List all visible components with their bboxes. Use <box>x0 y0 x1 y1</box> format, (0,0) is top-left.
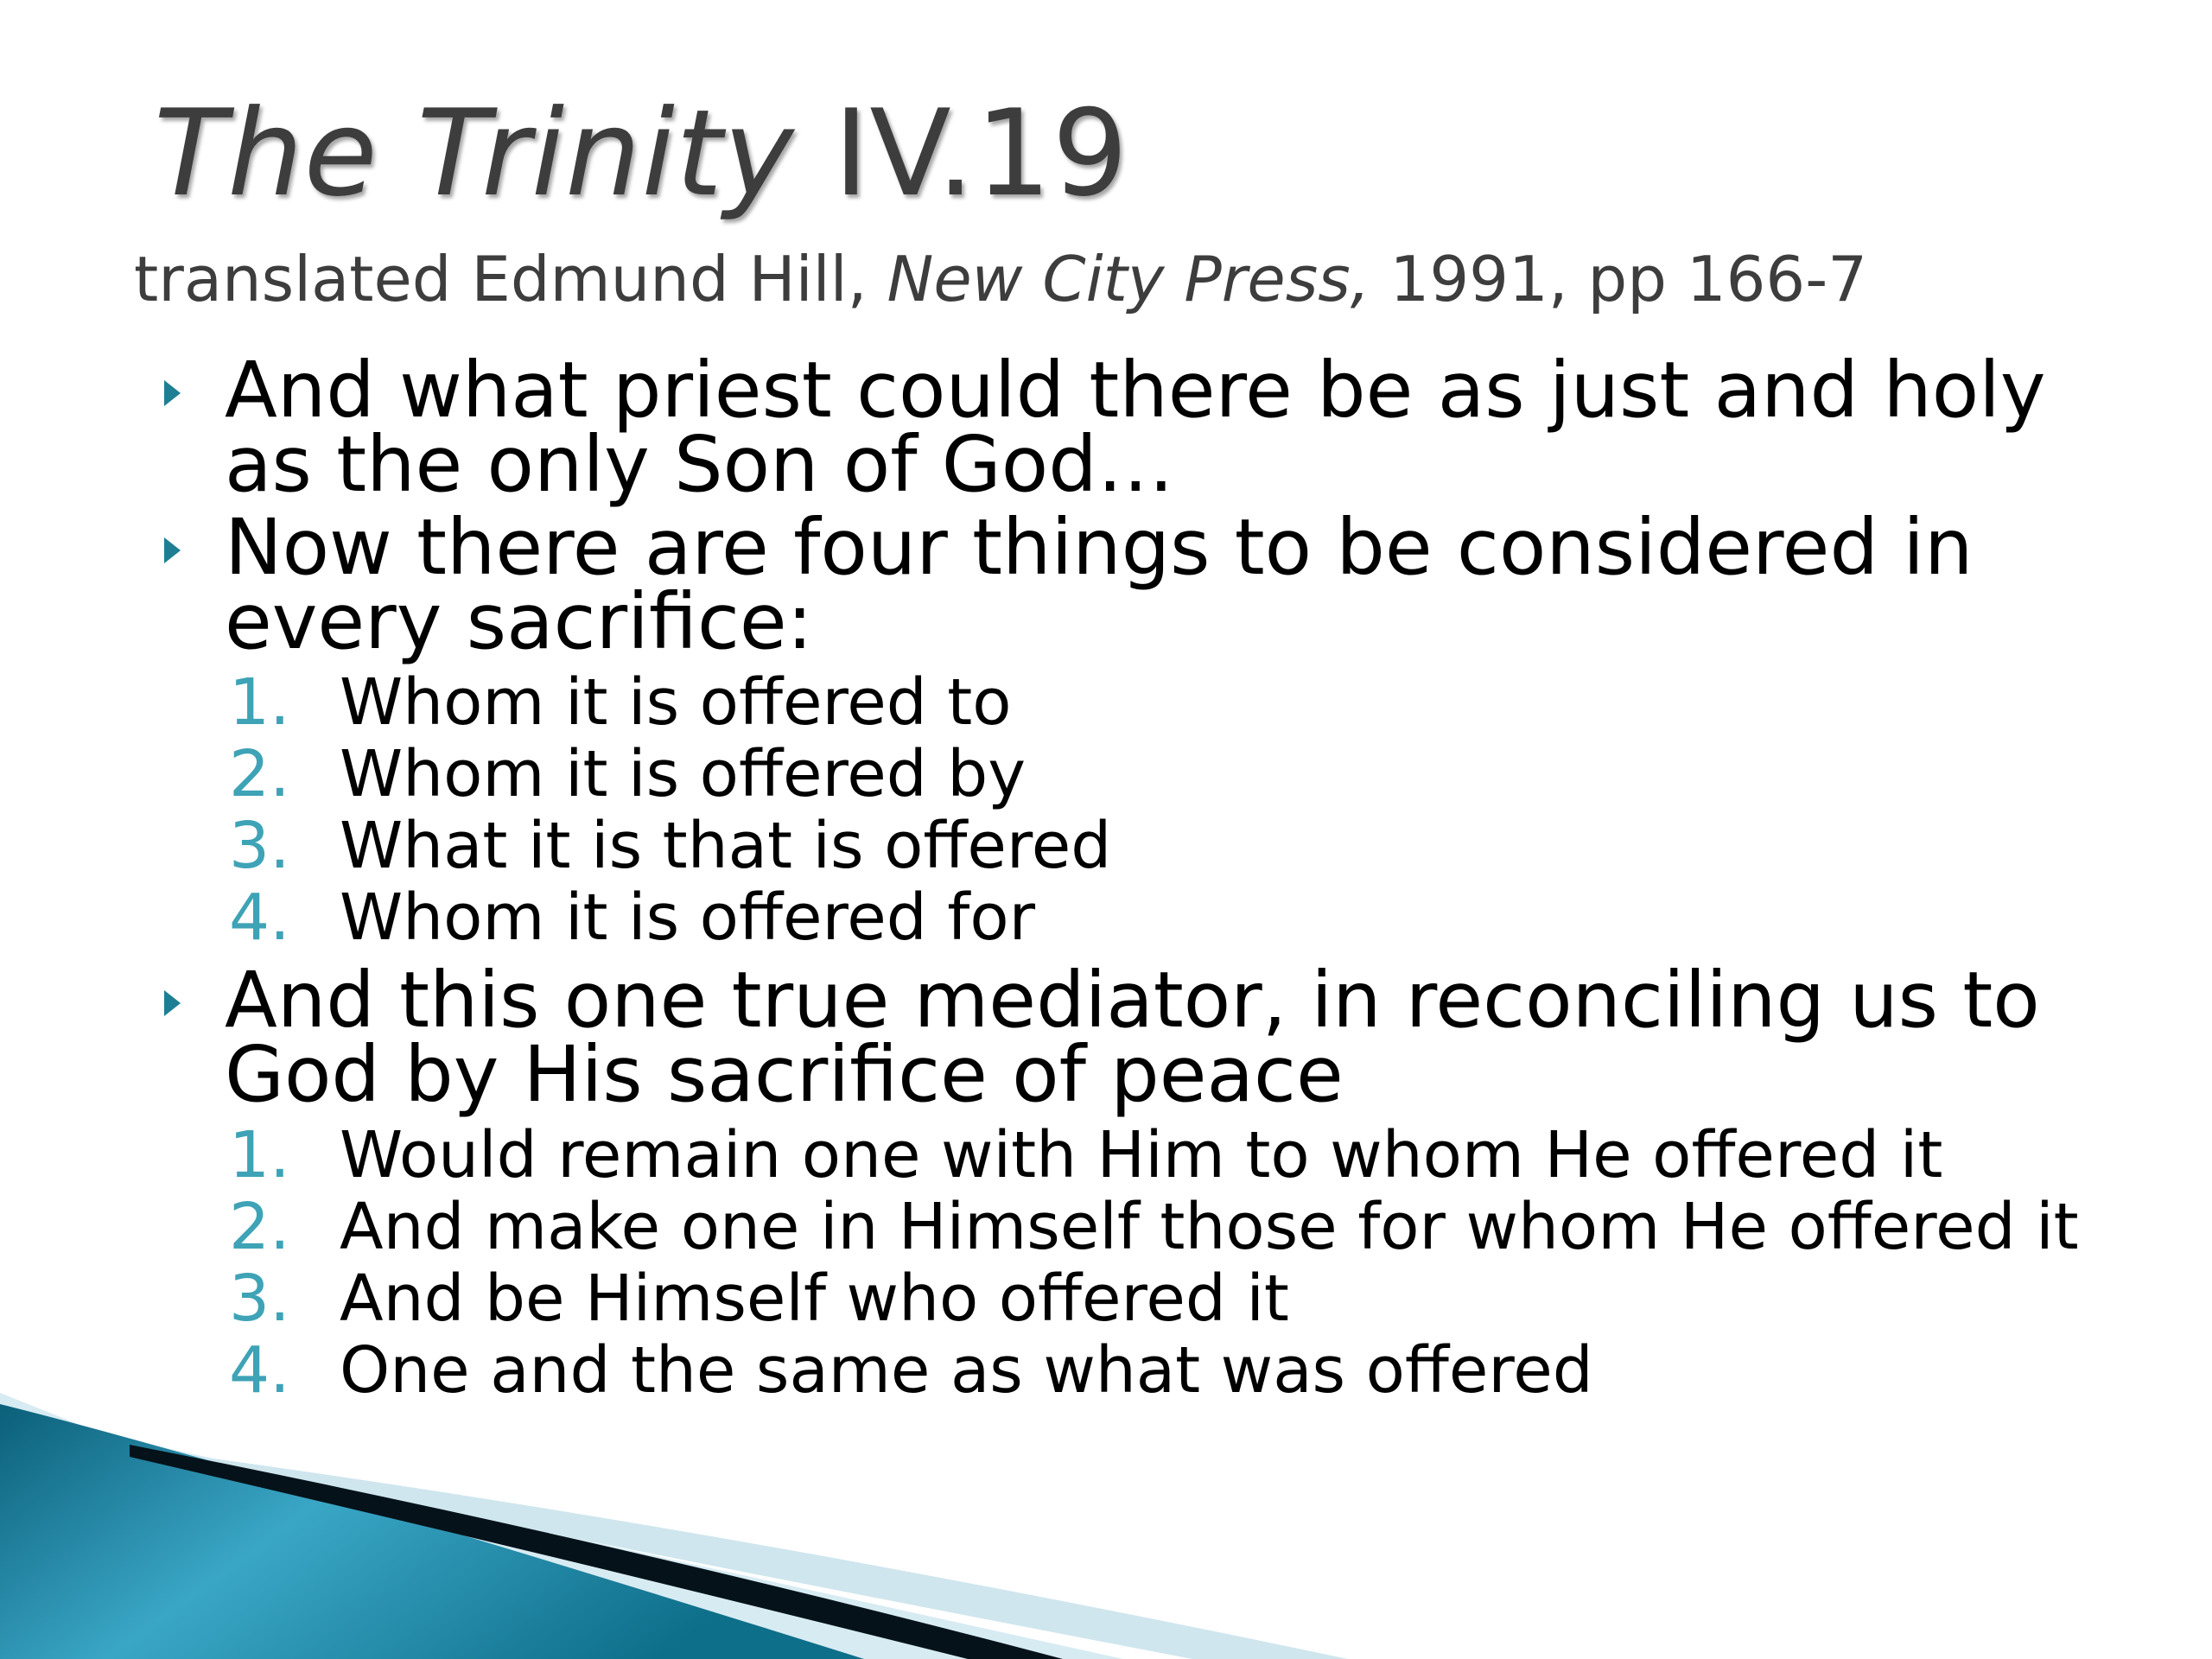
list-item <box>156 810 2108 882</box>
list-item <box>156 739 2108 810</box>
bullet-arrow-icon <box>164 380 181 406</box>
bullet-1 <box>156 345 2108 509</box>
swoosh-teal-band <box>0 1404 864 1659</box>
bullet-2-line-1: Now there are four things to be considered in <box>225 502 1974 592</box>
bullet-2-line-2: every sacrifice: <box>225 576 813 666</box>
list-item-text: One and the same as what was offered <box>340 1333 1593 1408</box>
list-item <box>156 1120 2108 1192</box>
list-item-text: Whom it is offered to <box>340 665 1012 740</box>
bullet-1-line-1: And what priest could there be as just and holy <box>225 345 2046 435</box>
list-number: 4. <box>229 880 290 955</box>
bullet-3-sublist <box>156 1120 2108 1407</box>
list-number: 2. <box>229 737 290 811</box>
list-number: 3. <box>229 1262 290 1336</box>
list-number: 3. <box>229 809 290 883</box>
bullet-3 <box>156 955 2108 1119</box>
bullet-arrow-icon <box>164 537 181 563</box>
list-number: 1. <box>229 1118 290 1192</box>
list-number: 2. <box>229 1190 290 1264</box>
subtitle-year-pages: 1991, pp 166-7 <box>1370 243 1868 315</box>
list-item-text: Whom it is offered for <box>340 880 1036 955</box>
title-work: The Trinity <box>154 84 795 223</box>
slide-title <box>154 85 1128 223</box>
bullet-2 <box>156 502 2108 666</box>
bullet-3-line-2: God by His sacrifice of peace <box>225 1029 1344 1119</box>
list-item <box>156 882 2108 954</box>
list-item <box>156 1263 2108 1335</box>
title-reference: IV.19 <box>833 84 1129 223</box>
list-item-text: What it is that is offered <box>340 809 1112 883</box>
list-item-text: Would remain one with Him to whom He offered it <box>340 1118 1943 1192</box>
bullet-arrow-icon <box>164 990 181 1016</box>
bullet-3-line-1: And this one true mediator, in reconciling us to <box>225 955 2040 1045</box>
list-number: 1. <box>229 665 290 740</box>
bullet-2-sublist <box>156 667 2108 954</box>
list-item-text: And be Himself who offered it <box>340 1262 1289 1336</box>
list-item <box>156 667 2108 739</box>
slide-content <box>156 345 2108 1415</box>
slide-subtitle <box>134 240 1867 318</box>
list-item <box>156 1335 2108 1407</box>
subtitle-translator: translated Edmund Hill, <box>134 243 887 315</box>
list-item <box>156 1192 2108 1263</box>
list-item-text: And make one in Himself those for whom He offered it <box>340 1190 2079 1264</box>
list-number: 4. <box>229 1333 290 1408</box>
bullet-1-line-2: as the only Son of God… <box>225 419 1174 509</box>
subtitle-publisher: New City Press, <box>887 243 1370 315</box>
list-item-text: Whom it is offered by <box>340 737 1027 811</box>
